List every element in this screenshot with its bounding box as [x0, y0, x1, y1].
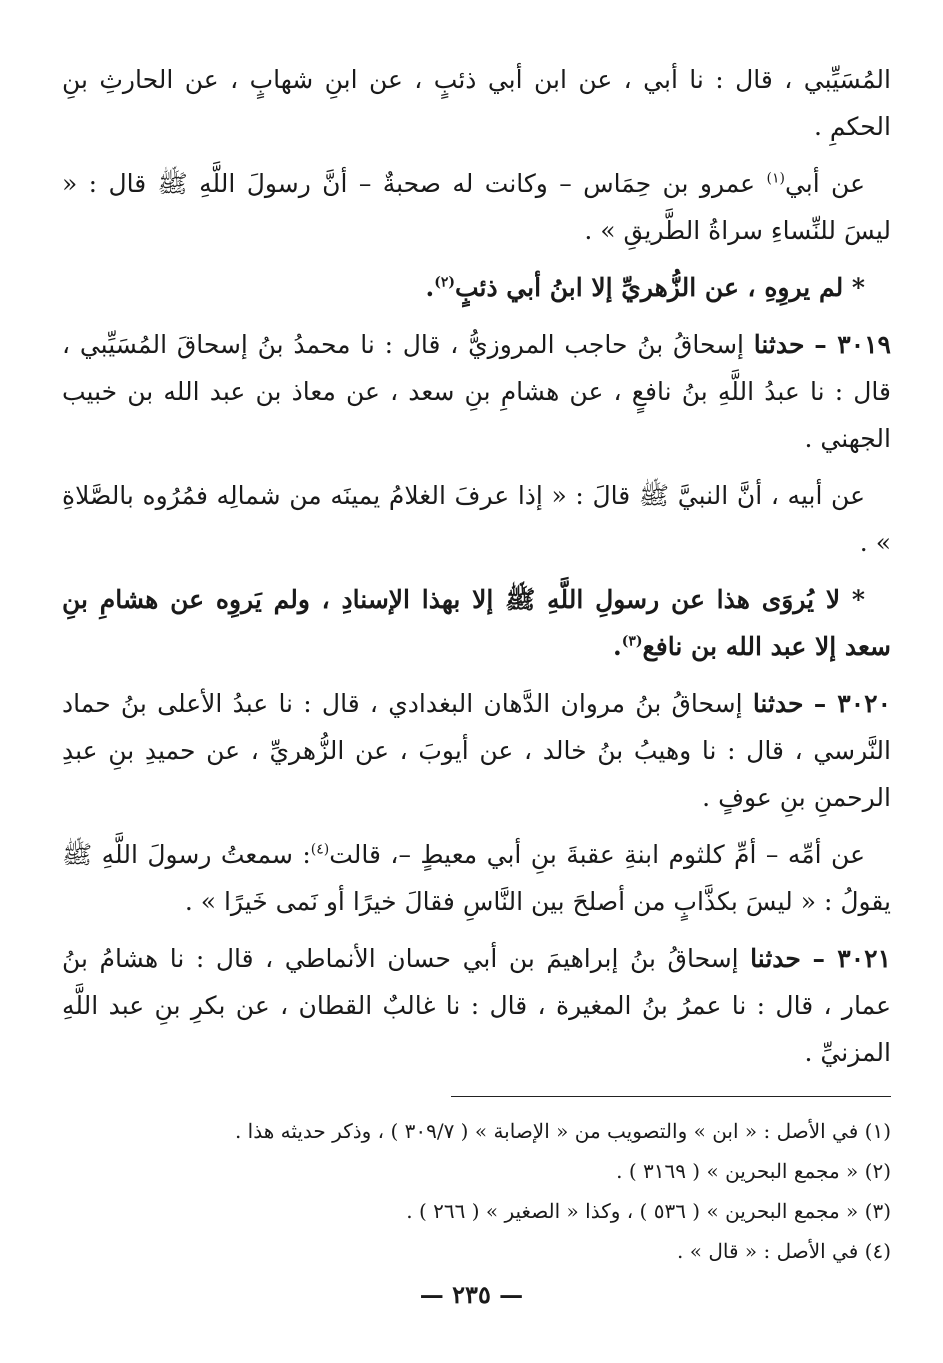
paragraph-matn — [62, 160, 891, 254]
footnote: (٤) في الأصل : « قال » . — [677, 1239, 891, 1263]
paragraph-text: إسحاقُ بنُ إبراهيمَ بن أبي حسان الأنماطي ، قال : نا هشامُ بنُ عمار ، قال : نا عمرُ بنُ المغيرة ، قال : نا غالبٌ القطان ، عن بكرِ بنِ عبد اللَّهِ المزنيِّ . — [62, 944, 891, 1067]
hadith-entry-3019 — [62, 321, 891, 462]
paragraph-text: . — [425, 273, 435, 302]
paragraph-matn — [62, 831, 891, 925]
footnote-ref[interactable]: (٢) — [434, 274, 455, 291]
paragraph-continuation — [62, 56, 891, 150]
paragraph-text: عن أبي — [784, 169, 865, 198]
footnotes — [62, 1111, 891, 1271]
paragraph-text: . — [613, 632, 622, 661]
hadith-entry-3020 — [62, 680, 891, 821]
paragraph-text: عن أمِّه – أمِّ كلثوم ابنةِ عقبةَ بنِ أبي معيطٍ –، قالت — [329, 840, 865, 869]
paragraph-text: إسحاقُ بنُ حاجب المروزيُّ ، قال : نا محمدُ بنُ إسحاقَ المُسَيِّبي ، قال : نا عبدُ اللَّهِ بنُ نافعٍ ، عن هشامِ بنِ سعد ، عن معاذ بن عبد الله بن خبيب الجهني . — [62, 330, 891, 453]
footnote: (٢) « مجمع البحرين » ( ٣١٦٩ ) . — [616, 1159, 891, 1183]
commentary-note — [62, 576, 891, 670]
footnote-divider — [451, 1096, 891, 1097]
paragraph-text: عن أبيه ، أنَّ النبيَّ ﷺ قالَ : « إذا عرفَ الغلامُ يمينَه من شمالِه فمُرُوه بالصَّلاةِ » . — [62, 481, 891, 557]
page-number: — ٢٣٥ — — [419, 1280, 524, 1309]
footnote-ref[interactable]: (٤) — [310, 841, 330, 858]
footnote: (٣) « مجمع البحرين » ( ٥٣٦ ) ، وكذا « الصغير » ( ٢٦٦ ) . — [406, 1199, 891, 1223]
paragraph-text: * لا يُروَى هذا عن رسولِ اللَّهِ ﷺ إلا بهذا الإسنادِ ، ولم يَروِه عن هشامِ بنِ سعد إلا عبد الله بن نافع — [62, 585, 891, 661]
hadith-number: ٣٠١٩ – — [814, 330, 891, 359]
footnote: (١) في الأصل : « ابن » والتصويب من « الإصابة » ( ٣٠٩/٧ ) ، وذكر حديثه هذا . — [234, 1119, 891, 1143]
paragraph-text: إسحاقُ بنُ مروان الدَّهان البغدادي ، قال : نا عبدُ الأعلى بنُ حماد النَّرسي ، قال : نا وهيبُ بنُ خالد ، عن أيوبَ ، عن الزُّهريِّ ، عن حميدِ بنِ عبدِ الرحمنِ بنِ عوفٍ . — [62, 689, 891, 812]
hadith-entry-3021 — [62, 935, 891, 1076]
hadith-lead: حدثنا — [750, 944, 801, 973]
paragraph-matn — [62, 472, 891, 566]
hadith-number: ٣٠٢١ – — [812, 944, 891, 973]
paragraph-text: المُسَيِّبي ، قال : نا أبي ، عن ابن أبي ذئبٍ ، عن ابنِ شهابٍ ، عن الحارثِ بنِ الحكمِ . — [62, 65, 891, 141]
commentary-note — [62, 264, 891, 311]
paragraph-text: * لم يروِهِ ، عن الزُّهريِّ إلا ابنُ أبي ذئبٍ — [454, 273, 865, 302]
hadith-number: ٣٠٢٠ – — [813, 689, 891, 718]
hadith-lead: حدثنا — [753, 330, 805, 359]
footnote-ref[interactable]: (١) — [766, 170, 785, 187]
paragraph-text: عمرو بن حِمَاس – وكانت له صحبةٌ – أنَّ رسولَ اللَّهِ ﷺ قال : « ليسَ للنِّساءِ سراةُ الطَّريقِ » . — [62, 169, 891, 245]
footnote-ref[interactable]: (٣) — [621, 633, 643, 650]
hadith-lead: حدثنا — [752, 689, 804, 718]
paragraph-text: : سمعتُ رسولَ اللَّهِ ﷺ يقولُ : « ليسَ بكذَّابٍ من أصلحَ بين النَّاسِ فقالَ خيرًا أو نَمى خَيرًا » . — [62, 840, 891, 916]
